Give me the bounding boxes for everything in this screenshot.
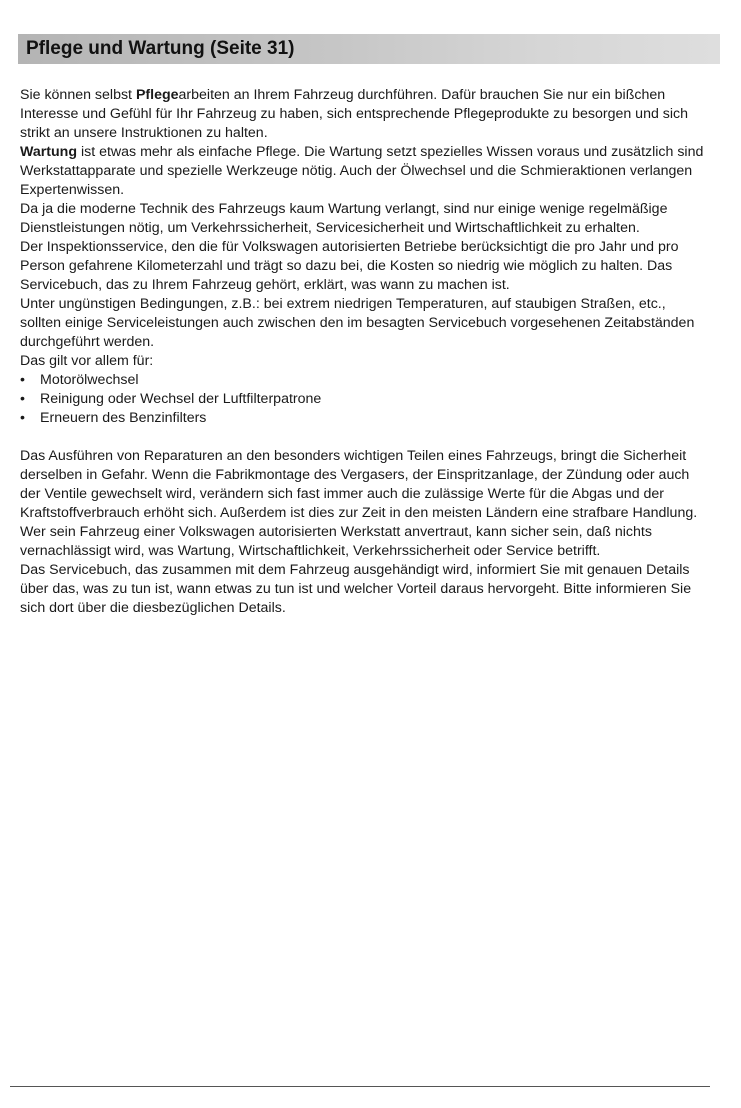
- list-item: [20, 371, 710, 390]
- paragraph-servicebuch: Das Servicebuch, das zusammen mit dem Fahrzeug ausgehändigt wird, informiert Sie mit genauen Details über das, was zu tun ist, wann etwas zu tun ist und welcher Vorteil daraus hervorgeht. Bitte informieren Sie sich dort über die diesbezüglichen Details.: [20, 562, 692, 616]
- list-item-text: Erneuern des Benzinfilters: [40, 410, 207, 426]
- paragraph-gilt-vor-allem: Das gilt vor allem für:: [20, 353, 154, 369]
- list-item-text: Reinigung oder Wechsel der Luftfilterpatrone: [40, 391, 322, 407]
- bullet-icon: •: [20, 410, 25, 426]
- paragraph-text: ist etwas mehr als einfache Pflege. Die Wartung setzt spezielles Wissen voraus und zusätzlich sind Werkstattapparate und spezielle Werkzeuge nötig. Auch der Ölwechsel und die Schmieraktionen verlangen Expertenwissen.: [20, 144, 704, 198]
- service-bullet-list: [20, 371, 710, 428]
- paragraph-reparaturen: Das Ausführen von Reparaturen an den besonders wichtigen Teilen eines Fahrzeugs, bringt die Sicherheit derselben in Gefahr. Wenn die Fabrikmontage des Vergasers, der Einspritzanlage, der Zündung oder auch der Ventile gewechselt wird, verändern sich fast immer auch die zulässige Werte für die Abgas und der Kraftstoffverbrauch erhöht sich. Außerdem ist dies zur Zeit in den meisten Ländern eine strafbare Handlung. Wer sein Fahrzeug einer Volkswagen autorisierten Werkstatt anvertraut, kann sicher sein, daß nichts vernachlässigt wird, was Wartung, Wirtschaftlichkeit, Verkehrssicherheit oder Service betrifft.: [20, 448, 698, 559]
- paragraph-inspektionsservice: Der Inspektionsservice, den die für Volkswagen autorisierten Betriebe berücksichtigt die pro Jahr und pro Person gefahrene Kilometerzahl und trägt so dazu bei, die Kosten so niedrig wie möglich zu halten. Das Servicebuch, das zu Ihrem Fahrzeug gehört, erklärt, was wann zu machen ist.: [20, 239, 679, 293]
- footer-divider: [10, 1086, 710, 1087]
- paragraph-lead: Sie können selbst: [20, 87, 136, 103]
- paragraph-pflege: [20, 86, 710, 143]
- keyword-pflege: Pflege: [135, 87, 179, 103]
- list-item: [20, 409, 710, 428]
- section-title: Pflege und Wartung (Seite 31): [26, 38, 295, 59]
- paragraph-technik: Da ja die moderne Technik des Fahrzeugs kaum Wartung verlangt, sind nur einige wenige regelmäßige Dienstleistungen nötig, um Verkehrssicherheit, Servicesicherheit und Wirtschaftlichkeit zu erhalten.: [20, 201, 668, 236]
- paragraph-spacer: [20, 428, 710, 447]
- paragraph-text: arbeiten an Ihrem Fahrzeug durchführen. Dafür brauchen Sie nur ein bißchen Interesse und Gefühl für Ihr Fahrzeug zu haben, sich entsprechende Pflegeprodukte zu besorgen und sich strikt an unsere Instruktionen zu halten.: [20, 87, 689, 141]
- paragraph-bedingungen: Unter ungünstigen Bedingungen, z.B.: bei extrem niedrigen Temperaturen, auf staubigen Straßen, etc., sollten einige Serviceleistungen auch zwischen den im besagten Servicebuch vorgesehenen Zeitabständen durchgeführt werden.: [20, 296, 695, 350]
- paragraph-wartung: [20, 143, 710, 200]
- bullet-icon: •: [20, 391, 25, 407]
- keyword-wartung: Wartung: [20, 144, 77, 160]
- list-item-text: Motorölwechsel: [40, 372, 139, 388]
- bullet-icon: •: [20, 372, 25, 388]
- list-item: [20, 390, 710, 409]
- document-body: [20, 86, 710, 618]
